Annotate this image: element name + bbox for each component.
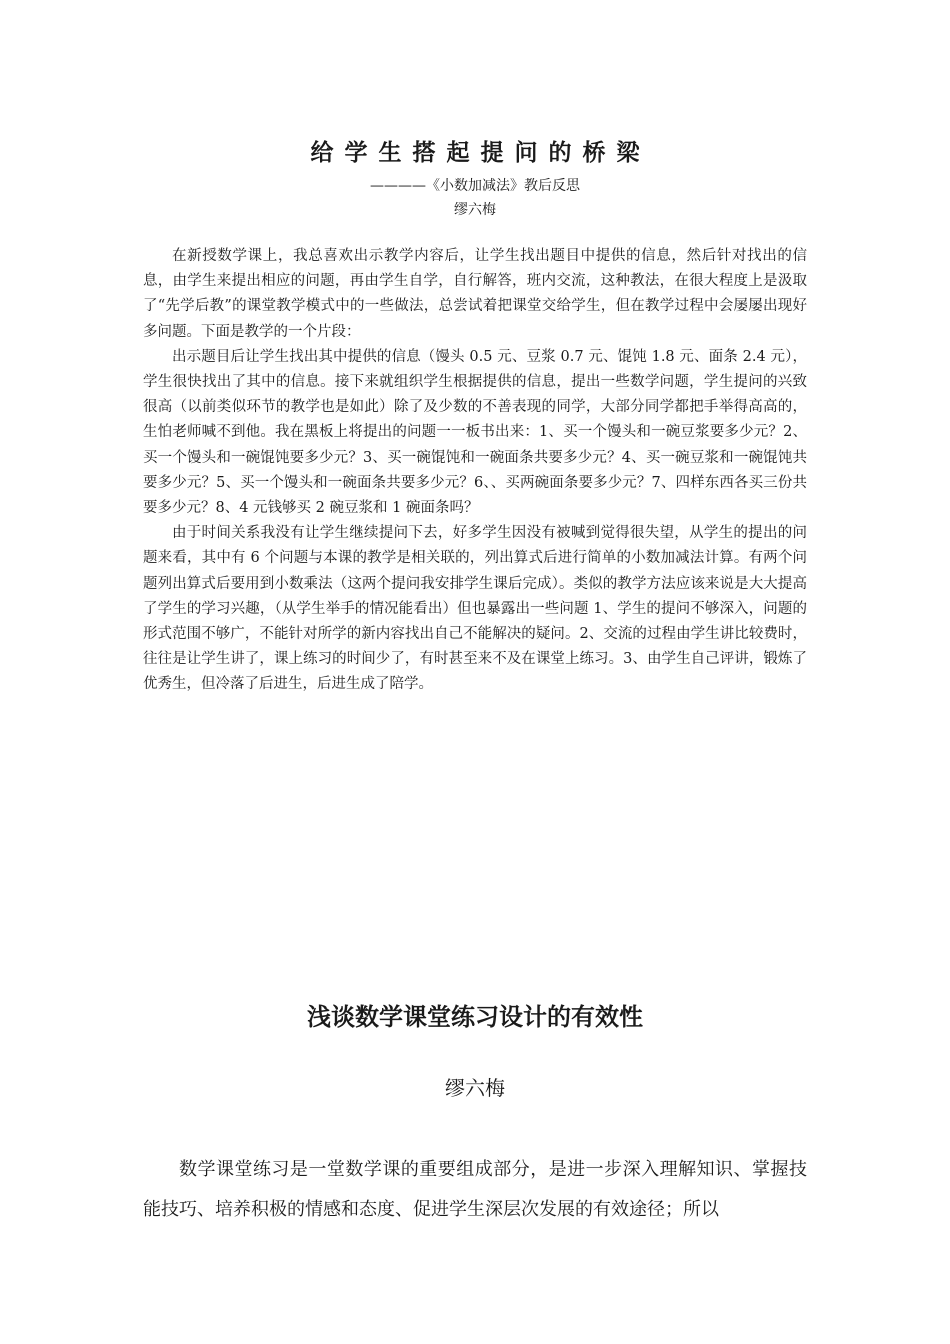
article1-paragraph: 由于时间关系我没有让学生继续提问下去，好多学生因没有被喊到觉得很失望，从学生的提出的问题来看，其中有 6 个问题与本课的教学是相关联的，列出算式后进行简单的小数加减法计算。有两个问题列出算式后要用到小数乘法（这两个提问我安排学生课后完成）。类似的教学方法应该来说是大大提高了学生的学习兴趣，（从学生举手的情况能看出）但也暴露出一些问题 1、学生的提问不够深入，问题的形式范围不够广，不能针对所学的新内容找出自己不能解决的疑问。2、交流的过程由学生讲比较费时，往往是让学生讲了，课上练习的时间少了，有时甚至来不及在课堂上练习。3、由学生自己评讲，锻炼了优秀生，但冷落了后进生，后进生成了陪学。 [143, 525, 807, 693]
article1-author: 缪六梅 [454, 202, 496, 218]
article1-paragraph: 出示题目后让学生找出其中提供的信息（馒头 0.5 元、豆浆 0.7 元、馄饨 1.8 元、面条 2.4 元），学生很快找出了其中的信息。接下来就组织学生根据提供的信息，提出一些数学问题，学生提问的兴致很高（以前类似环节的教学也是如此）除了及少数的不善表现的同学，大部分同学都把手举得高高的，生怕老师喊不到他。我在黑板上将提出的问题一一板书出来：1、买一个馒头和一碗豆浆要多少元？2、买一个馒头和一碗馄饨要多少元？3、买一碗馄饨和一碗面条共要多少元？4、买一碗豆浆和一碗馄饨共要多少元？5、买一个馒头和一碗面条共要多少元？6、、买两碗面条要多少元？7、四样东西各买三份共要多少元？8、4 元钱够买 2 碗豆浆和 1 碗面条吗？ [143, 348, 807, 517]
article1-title: 给学生搭起提问的桥梁 [310, 139, 651, 166]
article-reflection [143, 138, 807, 698]
article1-subtitle: ————《小数加减法》教后反思 [370, 178, 580, 194]
article2-title: 浅谈数学课堂练习设计的有效性 [307, 1002, 643, 1031]
article1-paragraph: 在新授数学课上，我总喜欢出示教学内容后，让学生找出题目中提供的信息，然后针对找出的信息，由学生来提出相应的问题，再由学生自学，自行解答，班内交流，这种教法，在很大程度上是汲取了“先学后教”的课堂教学模式中的一些做法，总尝试着把课堂交给学生，但在教学过程中会屡屡出现好多问题。下面是教学的一个片段： [143, 248, 807, 340]
article2-author: 缪六梅 [445, 1076, 505, 1100]
article2-body [143, 1150, 807, 1230]
article2-paragraph: 数学课堂练习是一堂数学课的重要组成部分，是进一步深入理解知识、掌握技能技巧、培养积极的情感和态度、促进学生深层次发展的有效途径；所以 [143, 1159, 807, 1220]
article1-body [143, 244, 807, 698]
